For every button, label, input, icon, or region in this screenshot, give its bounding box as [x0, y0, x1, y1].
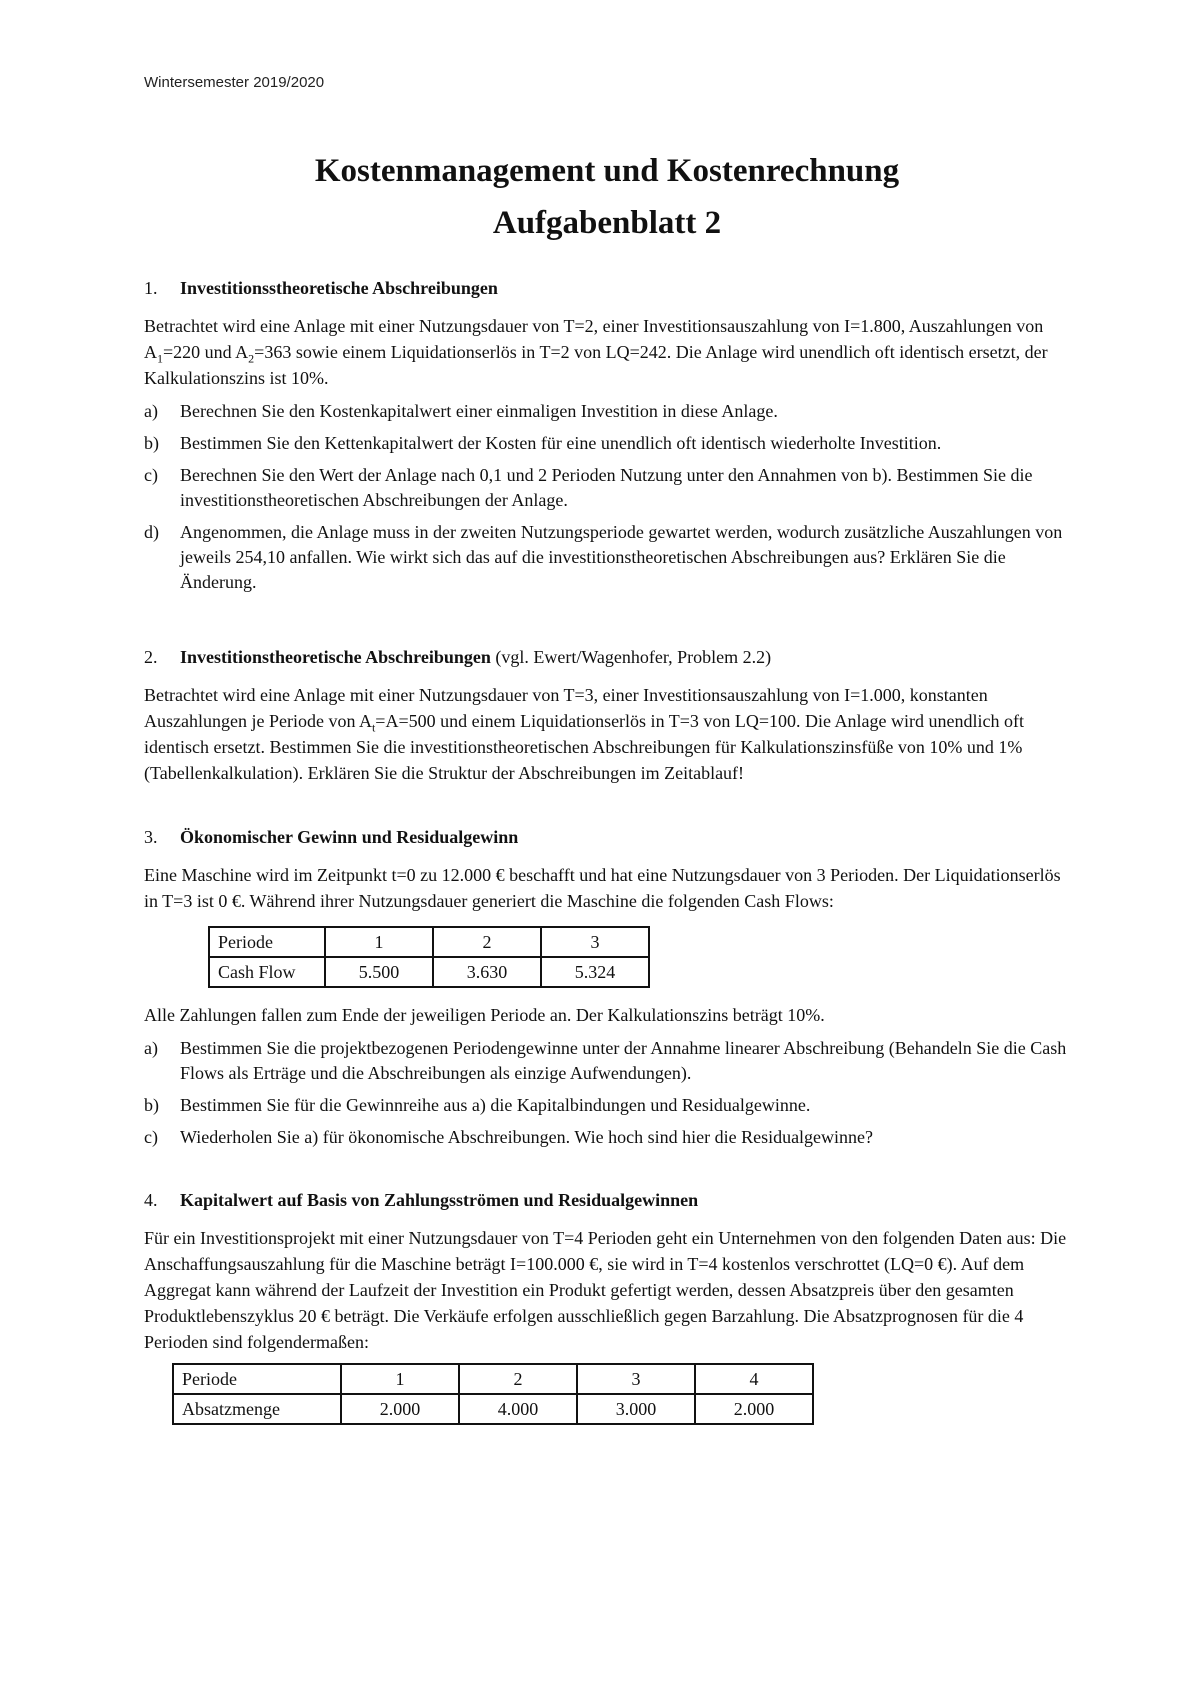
table-cell: 2 [459, 1364, 577, 1394]
task-item [144, 520, 1070, 595]
table-row [209, 927, 649, 957]
task-item [144, 431, 1070, 456]
table-cell: 4 [695, 1364, 813, 1394]
section-number: 1. [144, 278, 158, 298]
semester-header: Wintersemester 2019/2020 [144, 74, 325, 91]
task-label: d) [144, 522, 159, 542]
table-cell: 2.000 [341, 1394, 459, 1424]
task-item [144, 399, 1070, 424]
section-4 [144, 1187, 1070, 1425]
task-label: c) [144, 465, 158, 485]
section-1-heading [144, 275, 1070, 301]
section-number: 3. [144, 827, 158, 847]
section-title: Kapitalwert auf Basis von Zahlungsströmen und Residualgewinnen [180, 1190, 699, 1210]
task-item [144, 463, 1070, 513]
table-row [209, 957, 649, 987]
task-item [144, 1036, 1070, 1086]
table-cell: 3.000 [577, 1394, 695, 1424]
task-text: Bestimmen Sie die projektbezogenen Periodengewinne unter der Annahme linearer Abschreibung (Behandeln Sie die Cash Flows als Erträge und die Abschreibungen als einzige Aufwendungen). [180, 1038, 1067, 1083]
task-text: Angenommen, die Anlage muss in der zweiten Nutzungsperiode gewartet werden, wodurch zusätzliche Auszahlungen von jeweils 254,10 anfallen. Wie wirkt sich das auf die investitionstheoretischen Abschreibungen aus? Erklären Sie die Änderung. [180, 522, 1063, 592]
table-cell: 3.630 [433, 957, 541, 987]
section-4-heading [144, 1187, 1070, 1213]
task-text: Berechnen Sie den Kostenkapitalwert einer einmaligen Investition in diese Anlage. [180, 401, 778, 421]
task-label: c) [144, 1127, 158, 1147]
section-3 [144, 824, 1070, 1150]
section-1 [144, 275, 1070, 595]
task-text: Berechnen Sie den Wert der Anlage nach 0,1 und 2 Perioden Nutzung unter den Annahmen von b). Bestimmen Sie die investitionstheoretischen Abschreibungen der Anlage. [180, 465, 1033, 510]
table-cell: 3 [577, 1364, 695, 1394]
task-item [144, 1093, 1070, 1118]
section-3-note: Alle Zahlungen fallen zum Ende der jeweiligen Periode an. Der Kalkulationszins beträgt 10%. [144, 1005, 825, 1025]
section-2-heading [144, 644, 1070, 670]
task-label: a) [144, 401, 158, 421]
table-cell: Periode [209, 927, 325, 957]
table-cell: 4.000 [459, 1394, 577, 1424]
table-cell: 5.500 [325, 957, 433, 987]
table-cell: Periode [173, 1364, 341, 1394]
table-cell: Absatzmenge [173, 1394, 341, 1424]
section-title: Investitionstheoretische Abschreibungen [180, 647, 491, 667]
table-cell: Cash Flow [209, 957, 325, 987]
section-1-tasks [144, 399, 1070, 595]
section-title: Investitionsstheoretische Abschreibungen [180, 278, 498, 298]
table-cell: 3 [541, 927, 649, 957]
table-cell: 2.000 [695, 1394, 813, 1424]
cash-flow-table [208, 926, 650, 988]
section-number: 4. [144, 1190, 158, 1210]
section-3-tasks [144, 1036, 1070, 1150]
document-title: Kostenmanagement und Kostenrechnung [314, 153, 900, 189]
section-2 [144, 644, 1070, 786]
table-cell: 2 [433, 927, 541, 957]
section-1-intro: Betrachtet wird eine Anlage mit einer Nutzungsdauer von T=2, einer Investitionsauszahlung von I=1.800, Auszahlungen von $A_1=220$ und $A_2=363$ sowie einem Liquidationserlös in T=2 von LQ=242. Die Anlage wird unendlich oft identisch ersetzt, der Kalkulationszins ist 10%. [144, 316, 1048, 388]
task-label: a) [144, 1038, 158, 1058]
table-row [173, 1364, 813, 1394]
section-number: 2. [144, 647, 158, 667]
section-reference: (vgl. Ewert/Wagenhofer, Problem 2.2) [490, 647, 772, 667]
section-title: Ökonomischer Gewinn und Residualgewinn [180, 827, 519, 847]
task-text: Bestimmen Sie den Kettenkapitalwert der Kosten für eine unendlich oft identisch wiederholte Investition. [180, 433, 942, 453]
task-label: b) [144, 433, 159, 453]
table-cell: 1 [341, 1364, 459, 1394]
section-4-intro: Für ein Investitionsprojekt mit einer Nutzungsdauer von T=4 Perioden geht ein Unternehmen von den folgenden Daten aus: Die Anschaffungsauszahlung für die Maschine beträgt I=100.000 €, sie wird in T=4 kostenlos verschrottet (LQ=0 €). Auf dem Aggregat kann während der Laufzeit der Investition ein Produkt gefertigt werden, dessen Absatzpreis über den gesamten Produktlebenszyklus 20 € beträgt. Die Verkäufe erfolgen ausschließlich gegen Barzahlung. Die Absatzprognosen für die 4 Perioden sind folgendermaßen: [144, 1228, 1067, 1352]
task-label: b) [144, 1095, 159, 1115]
table-cell: 1 [325, 927, 433, 957]
section-2-intro: Betrachtet wird eine Anlage mit einer Nutzungsdauer von T=3, einer Investitionsauszahlung von I=1.000, konstanten Auszahlungen je Periode von $A_t=A=500$ und einem Liquidationserlös in T=3 von LQ=100. Die Anlage wird unendlich oft identisch ersetzt. Bestimmen Sie die investitionstheoretischen Abschreibungen für Kalkulationszinsfüße von 10% und 1% (Tabellenkalkulation). Erklären Sie die Struktur der Abschreibungen im Zeitablauf! [144, 685, 1024, 783]
task-text: Wiederholen Sie a) für ökonomische Abschreibungen. Wie hoch sind hier die Residualgewinne? [180, 1127, 874, 1147]
table-cell: 5.324 [541, 957, 649, 987]
section-3-intro: Eine Maschine wird im Zeitpunkt t=0 zu 12.000 € beschafft und hat eine Nutzungsdauer von 3 Perioden. Der Liquidationserlös in T=3 ist 0 €. Während ihrer Nutzungsdauer generiert die Maschine die folgenden Cash Flows: [144, 865, 1061, 911]
document-subtitle: Aufgabenblatt 2 [492, 205, 722, 241]
sales-forecast-table [172, 1363, 814, 1425]
task-text: Bestimmen Sie für die Gewinnreihe aus a) die Kapitalbindungen und Residualgewinne. [180, 1095, 811, 1115]
table-row [173, 1394, 813, 1424]
section-3-heading [144, 824, 1070, 850]
task-item [144, 1125, 1070, 1150]
